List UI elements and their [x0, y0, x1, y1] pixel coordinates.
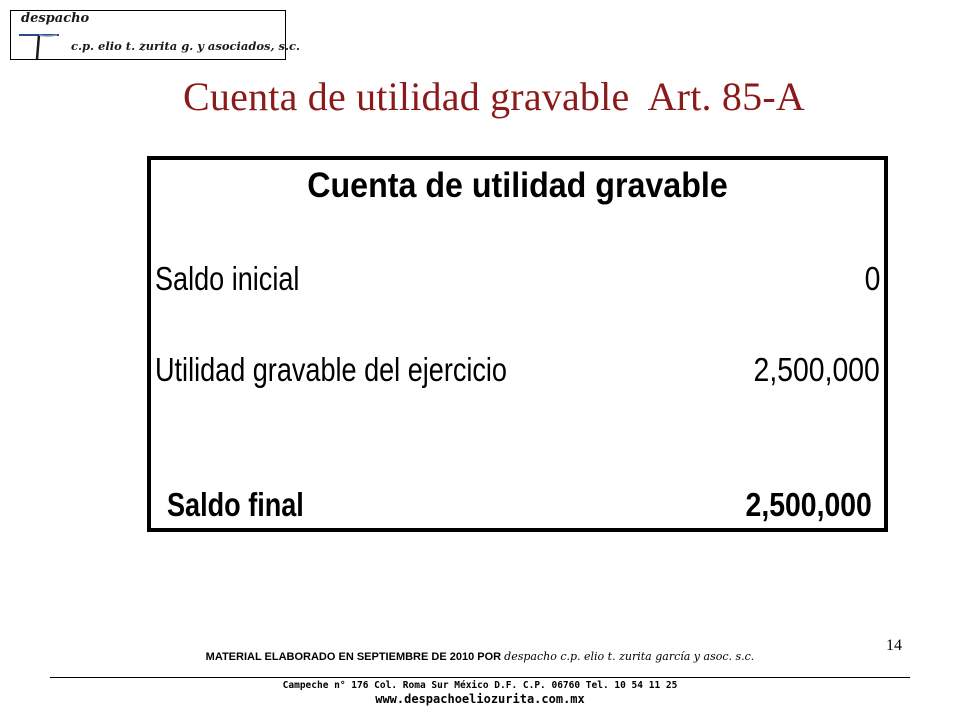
total-label: Saldo final — [167, 486, 304, 523]
row-value: 2,500,000 — [753, 351, 880, 388]
footer-credit-firm: despacho c.p. elio t. zurita garcía y asoc. s.c. — [504, 650, 755, 663]
table-title: Cuenta de utilidad gravable — [307, 166, 728, 205]
footer-address: Campeche n° 176 Col. Roma Sur México D.F. C.P. 06760 Tel. 10 54 11 25 — [282, 680, 678, 691]
table-row-taxable-income — [151, 351, 884, 395]
footer-divider — [50, 677, 910, 678]
slide-title: Cuenta de utilidad gravable Art. 85-A — [183, 74, 805, 119]
logo-emblem-icon — [17, 33, 61, 59]
logo-wordmark: despacho — [21, 11, 90, 26]
logo-firm-name: c.p. elio t. zurita g. y asociados, s.c. — [71, 39, 301, 53]
row-label: Saldo inicial — [155, 260, 300, 297]
footer-credit-prefix: MATERIAL ELABORADO EN SEPTIEMBRE DE 2010 POR — [205, 651, 505, 663]
footer-website-link[interactable]: www.despachoeliozurita.com.mx — [375, 692, 585, 706]
utility-account-table — [147, 156, 888, 532]
table-row-opening-balance — [151, 260, 884, 304]
row-value: 0 — [864, 260, 880, 297]
company-logo — [10, 10, 301, 60]
page-number: 14 — [886, 637, 902, 654]
table-row-final-balance — [151, 486, 884, 530]
row-label: Utilidad gravable del ejercicio — [155, 351, 507, 388]
total-value: 2,500,000 — [745, 486, 872, 523]
footer-credit — [0, 650, 960, 663]
